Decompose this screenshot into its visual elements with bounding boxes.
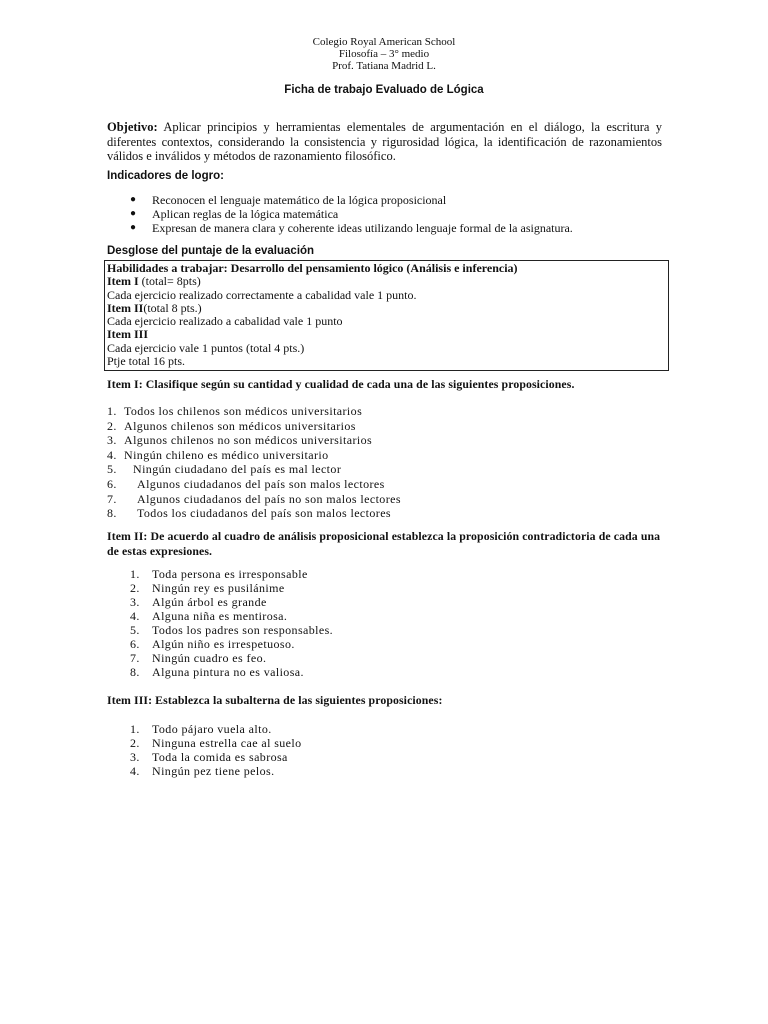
item-text: Algunos ciudadanos del país son malos lectores	[137, 476, 385, 491]
item3-list	[130, 722, 302, 778]
list-item	[130, 221, 573, 235]
item-number: 2.	[130, 736, 140, 750]
teacher-name: Prof. Tatiana Madrid L.	[332, 60, 436, 72]
indicator-text: Aplican reglas de la lógica matemática	[152, 207, 339, 221]
item2-list	[130, 567, 333, 679]
item-text: Ningún cuadro es feo.	[152, 651, 267, 665]
list-item	[130, 665, 333, 679]
item-text: Algunos chilenos son médicos universitarios	[124, 418, 356, 433]
item-text: Toda la comida es sabrosa	[152, 750, 288, 764]
item-text: Alguna niña es mentirosa.	[152, 609, 288, 623]
objective-text: Aplicar principios y herramientas elementales de argumentación en el diálogo, la escritura y diferentes contextos, considerando la consistencia y rigurosidad lógica, la identificación de razonamientos válidos e inválidos y métodos de razonamiento filosófico.	[107, 120, 662, 163]
list-item	[107, 492, 401, 507]
list-item	[107, 462, 401, 477]
scoring-box	[104, 260, 669, 371]
item-number: 6.	[107, 476, 117, 491]
indicator-text: Expresan de manera clara y coherente ideas utilizando lenguaje formal de la asignatura.	[152, 221, 573, 235]
indicators-title: Indicadores de logro:	[107, 170, 224, 182]
list-item	[107, 448, 401, 463]
item1-score-line	[107, 275, 666, 288]
item-number: 7.	[107, 491, 117, 506]
list-item	[107, 506, 401, 521]
objective-label: Objetivo:	[107, 120, 158, 134]
item-number: 4.	[130, 764, 140, 778]
item-number: 6.	[130, 637, 140, 651]
item-number: 5.	[107, 462, 117, 477]
item-number: 3.	[130, 750, 140, 764]
list-item	[130, 637, 333, 651]
list-item	[107, 477, 401, 492]
item-number: 8.	[130, 665, 140, 679]
item3-score-desc: Cada ejercicio vale 1 puntos (total 4 pts.)	[107, 340, 305, 355]
item3-score-label: Item III	[107, 327, 148, 342]
item-text: Todo pájaro vuela alto.	[152, 722, 272, 736]
item2-score-label: Item II	[107, 300, 144, 315]
bullet-icon: ●	[130, 208, 137, 219]
list-item	[107, 419, 401, 434]
scoring-title: Desglose del puntaje de la evaluación	[107, 245, 315, 257]
item-number: 2.	[107, 418, 117, 433]
item-text: Ningún rey es pusilánime	[152, 581, 285, 595]
item-text: Todos los chilenos son médicos universitarios	[124, 404, 363, 418]
page-title: Ficha de trabajo Evaluado de Lógica	[284, 84, 484, 96]
item-text: Toda persona es irresponsable	[152, 567, 308, 581]
item-text: Algunos ciudadanos del país no son malos lectores	[137, 491, 401, 506]
list-item	[130, 193, 573, 207]
item-number: 7.	[130, 651, 140, 665]
skills-line	[107, 262, 666, 275]
list-item	[130, 567, 333, 581]
objective-paragraph	[107, 120, 662, 164]
item-number: 8.	[107, 506, 117, 521]
item2-score-line	[107, 302, 666, 315]
list-item	[130, 581, 333, 595]
item-text: Alguna pintura no es valiosa.	[152, 665, 304, 679]
item-number: 3.	[130, 595, 140, 609]
list-item	[130, 722, 302, 736]
indicators-list	[130, 193, 573, 235]
list-item	[107, 404, 401, 419]
list-item	[130, 651, 333, 665]
item1-score-desc: Cada ejercicio realizado correctamente a cabalidad vale 1 punto.	[107, 287, 417, 302]
indicator-text: Reconocen el lenguaje matemático de la lógica proposicional	[152, 193, 447, 207]
item-number: 1.	[130, 567, 140, 581]
list-item	[130, 750, 302, 764]
item1-score-label: Item I	[107, 274, 139, 289]
item-text: Ningún ciudadano del país es mal lector	[133, 462, 342, 477]
item2-score-desc: Cada ejercicio realizado a cabalidad vale 1 punto	[107, 314, 343, 329]
item-text: Algún niño es irrespetuoso.	[152, 637, 295, 651]
school-header	[0, 36, 768, 72]
list-item	[107, 433, 401, 448]
list-item	[130, 595, 333, 609]
item-number: 4.	[107, 447, 117, 462]
item1-title: Item I: Clasifique según su cantidad y cualidad de cada una de las siguientes proposiciones.	[107, 377, 575, 391]
item-text: Algún árbol es grande	[152, 595, 267, 609]
item-text: Ningún pez tiene pelos.	[152, 764, 275, 778]
item-number: 3.	[107, 433, 117, 448]
item3-score-line	[107, 328, 666, 341]
list-item	[130, 609, 333, 623]
item2-score-total: (total 8 pts.)	[143, 300, 202, 315]
item3-title: Item III: Establezca la subalterna de las siguientes proposiciones:	[107, 693, 443, 707]
item2-title: Item II: De acuerdo al cuadro de análisis proposicional establezca la proposición contradictoria de cada una de estas expresiones.	[107, 529, 661, 558]
list-item	[130, 623, 333, 637]
item1-list	[107, 404, 401, 521]
total-score: Ptje total 16 pts.	[107, 354, 185, 369]
item-number: 5.	[130, 623, 140, 637]
school-name: Colegio Royal American School	[312, 36, 456, 48]
item-text: Ningún chileno es médico universitario	[124, 447, 329, 462]
item-number: 4.	[130, 609, 140, 623]
item-number: 1.	[107, 404, 117, 418]
item-text: Ninguna estrella cae al suelo	[152, 736, 302, 750]
bullet-icon: ●	[130, 194, 137, 205]
list-item	[130, 207, 573, 221]
skills-text: Habilidades a trabajar: Desarrollo del pensamiento lógico (Análisis e inferencia)	[107, 261, 518, 275]
subject-line: Filosofía – 3° medio	[338, 48, 430, 60]
item-text: Algunos chilenos no son médicos universitarios	[124, 433, 373, 448]
item-text: Todos los ciudadanos del país son malos lectores	[137, 506, 391, 521]
bullet-icon: ●	[130, 222, 137, 233]
item-number: 1.	[130, 722, 140, 736]
item-number: 2.	[130, 581, 140, 595]
list-item	[130, 736, 302, 750]
list-item	[130, 764, 302, 778]
item-text: Todos los padres son responsables.	[152, 623, 334, 637]
item1-score-total: (total= 8pts)	[138, 274, 201, 289]
